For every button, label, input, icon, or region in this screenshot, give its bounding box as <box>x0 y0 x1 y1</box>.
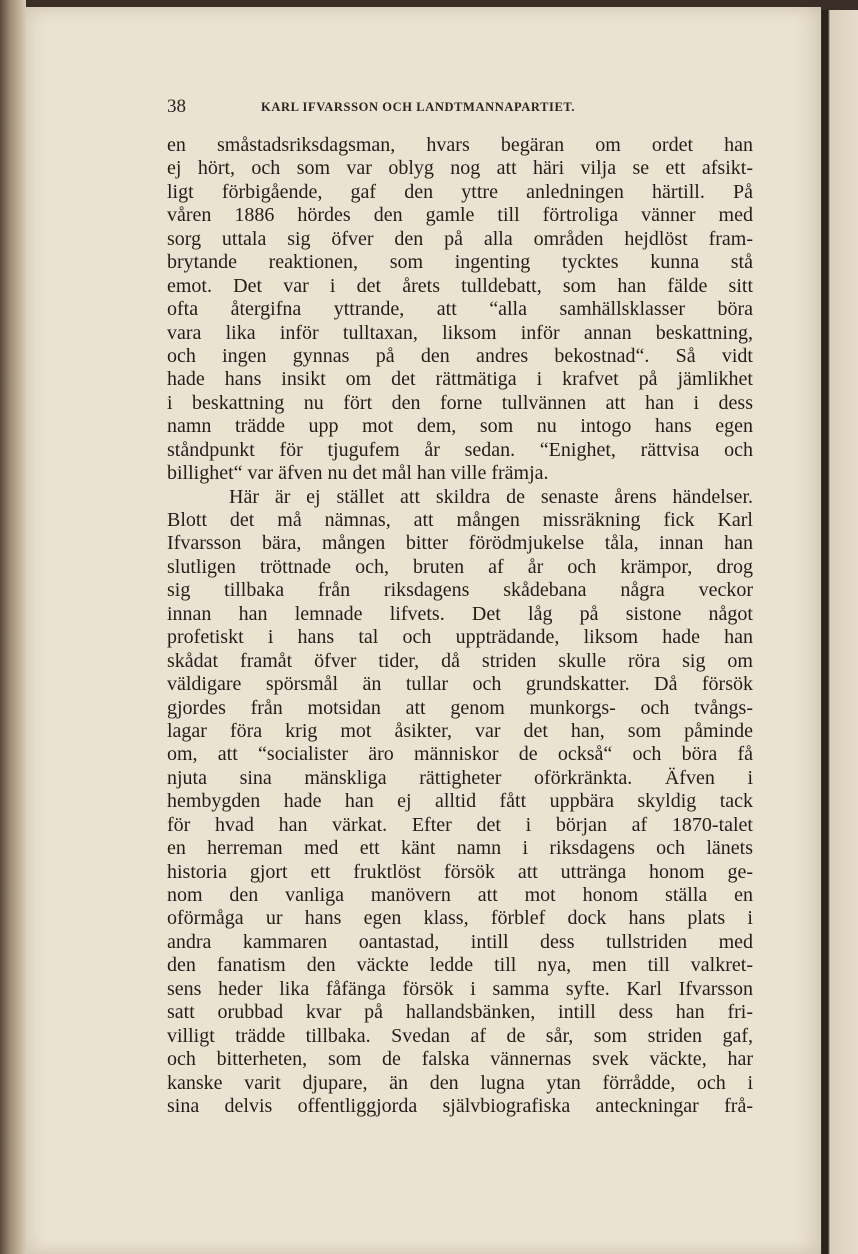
text-line: gjordes från motsidan att genom munkorgs- och tvångs- <box>167 696 753 719</box>
text-line: billighet“ var äfven nu det mål han ville främja. <box>167 462 549 485</box>
page-header <box>167 96 753 118</box>
text-line: vara lika inför tulltaxan, liksom inför annan beskattning, <box>167 321 753 344</box>
text-line: lagar föra krig mot åsikter, var det han, som påminde <box>167 719 753 742</box>
text-line: historia gjort ett fruktlöst försök att uttränga honom ge- <box>167 860 753 883</box>
text-line: och bitterheten, som de falska vännernas svek väckte, har <box>167 1048 753 1071</box>
text-line: kanske varit djupare, än den lugna ytan förrådde, och i <box>167 1071 753 1094</box>
book-gutter-left <box>0 0 26 1254</box>
text-line: i beskattning nu fört den forne tullvännen att han i dess <box>167 391 753 414</box>
text-line: Blott det må nämnas, att mången missräkning fick Karl <box>167 509 753 531</box>
text-line: Här är ej stället att skildra de senaste årens händelser. <box>229 485 753 508</box>
text-line: om, att “socialister äro människor de också“ och böra få <box>167 743 753 766</box>
text-line: innan han lemnade lifvets. Det låg på sistone något <box>167 602 753 625</box>
text-line: en herreman med ett känt namn i riksdagens och länets <box>167 837 753 860</box>
text-line: njuta sina mänskliga rättigheter oförkränkta. Äfven i <box>167 766 753 789</box>
text-line: hade hans insikt om det rättmätiga i krafvet på jämlikhet <box>167 368 753 391</box>
text-line: villigt trädde tillbaka. Svedan af de sår, som striden gaf, <box>167 1024 753 1047</box>
text-line: namn trädde upp mot dem, som nu intogo hans egen <box>167 415 753 438</box>
text-line: sorg uttala sig öfver den på alla områden hejdlöst fram- <box>167 227 753 250</box>
page-number: 38 <box>167 96 186 117</box>
text-line: våren 1886 hördes den gamle till förtroliga vänner med <box>167 204 753 227</box>
text-line: ofta återgifna yttrande, att “alla samhällsklasser böra <box>167 298 753 321</box>
text-line: andra kammaren oantastad, intill dess tullstriden med <box>167 930 753 953</box>
text-line: profetiskt i hans tal och uppträdande, liksom hade han <box>167 626 753 649</box>
text-line: satt orubbad kvar på hallandsbänken, intill dess han fri- <box>167 1001 753 1024</box>
body-text <box>167 134 753 1118</box>
text-line: sens heder lika fåfänga försök i samma syfte. Karl Ifvarsson <box>167 977 753 1000</box>
text-line: ståndpunkt för tjugufem år sedan. “Enighet, rättvisa och <box>167 438 753 461</box>
text-line: hembygden hade han ej alltid fått uppbära skyldig tack <box>167 790 753 813</box>
text-line: emot. Det var i det årets tulldebatt, som han fälde sitt <box>167 274 753 297</box>
text-line: för hvad han värkat. Efter det i början af 1870-talet <box>167 813 753 836</box>
text-line: och ingen gynnas på den andres bekostnad“. Så vidt <box>167 344 753 367</box>
text-line: Ifvarsson bära, mången bitter förödmjukelse tåla, innan han <box>167 532 753 555</box>
text-line: ej hört, och som var oblyg nog att häri vilja se ett afsikt- <box>167 157 753 180</box>
text-line: skådat framåt öfver tider, då striden skulle röra sig om <box>167 649 753 672</box>
text-line: slutligen tröttnade och, bruten af år och krämpor, drog <box>167 555 753 578</box>
text-line: oförmåga ur hans egen klass, förblef dock hans plats i <box>167 907 753 930</box>
next-page-edge <box>822 10 858 1254</box>
text-line: ligt förbigående, gaf den yttre anledningen härtill. På <box>167 180 753 203</box>
text-line: sig tillbaka från riksdagens skådebana några veckor <box>167 579 753 602</box>
text-line: väldigare spörsmål än tullar och grundskatter. Då försök <box>167 673 753 696</box>
text-line: en småstadsriksdagsman, hvars begäran om ordet han <box>167 134 753 156</box>
text-line: sina delvis offentliggjorda självbiografiska anteckningar frå- <box>167 1094 753 1117</box>
text-line: den fanatism den väckte ledde till nya, men till valkret- <box>167 954 753 977</box>
text-line: nom den vanliga manövern att mot honom ställa en <box>167 884 753 906</box>
text-line: brytande reaktionen, som ingenting tycktes kunna stå <box>167 251 753 274</box>
running-head: KARL IFVARSSON OCH LANDTMANNAPARTIET. <box>261 100 576 114</box>
